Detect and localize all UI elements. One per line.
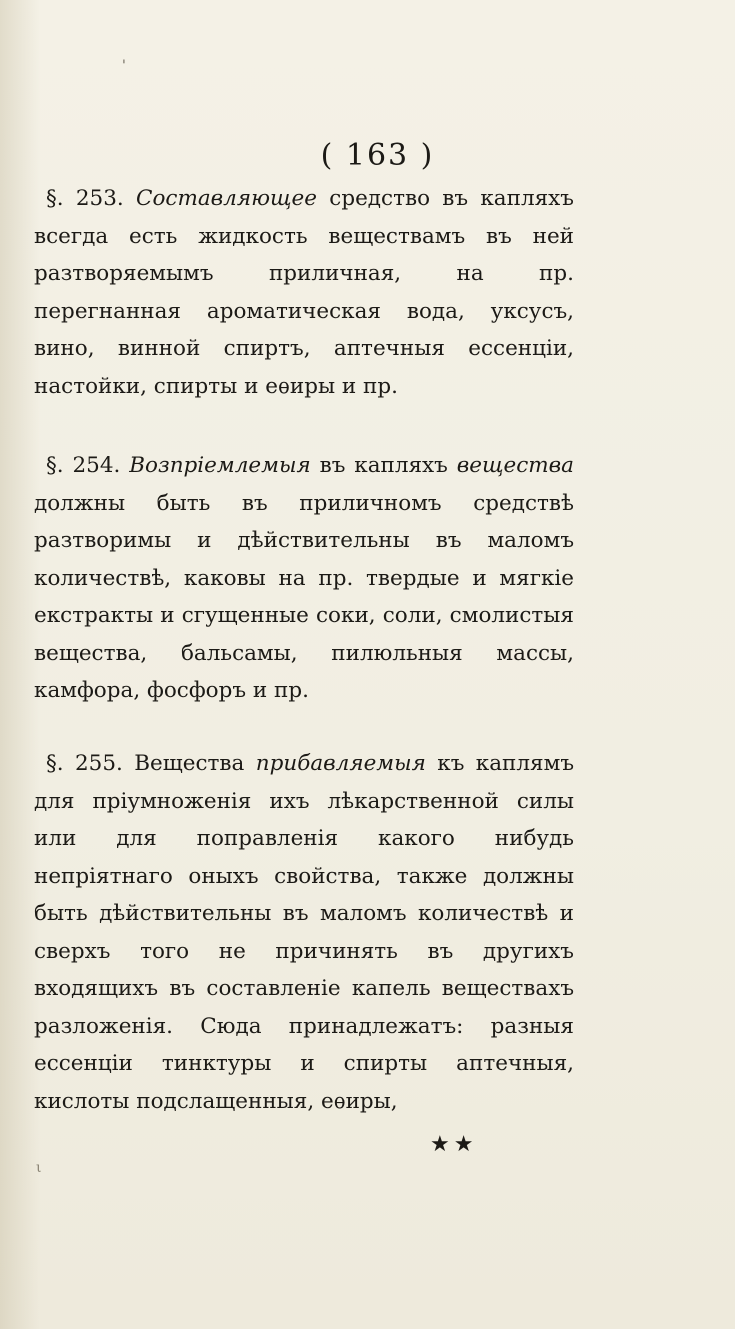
paragraph-text: къ каплямъ для пріумноженія ихъ лѣкарственной силы или для поправленія какого нибудь непріятнаго оныхъ свойства, также должны быть дѣйствительны въ маломъ количествѣ и сверхъ того не причинять въ другихъ входящихъ въ составленіе капель веществахъ разложенія. Сюда принадлежатъ: разныя ессенціи тинктуры и спирты аптечныя, кислоты подслащенныя, еѳиры,: [34, 751, 575, 1114]
ink-speck: ': [122, 58, 126, 74]
emphasized-term-2: вещества: [456, 453, 574, 478]
margin-speck: ι: [36, 1160, 42, 1176]
paragraph-text: въ капляхъ: [310, 453, 457, 478]
paragraph-255: [34, 745, 574, 1120]
paragraph-text: средство въ капляхъ всегда есть жидкость веществамъ въ ней разтворяемымъ приличная, на пр. перегнанная ароматическая вода, уксусъ, вино, винной спиртъ, аптечныя ессенціи, настойки, спирты и еѳиры и пр.: [34, 186, 574, 399]
emphasized-term: Возпріемлемыя: [129, 453, 311, 478]
emphasized-term: Составляющее: [136, 186, 317, 211]
paragraph-254: [34, 447, 574, 710]
paragraph-text: должны быть въ приличномъ средствѣ разтворимы и дѣйствительны въ маломъ количествѣ, каковы на пр. твердые и мягкіе екстракты и сгущенные соки, соли, смолистыя вещества, бальсамы, пилюльныя массы, камфора, фосфоръ и пр.: [34, 490, 574, 703]
section-number: §. 255.: [46, 751, 123, 776]
section-number: §. 253.: [46, 186, 124, 211]
paragraph-text: Вещества: [122, 751, 256, 776]
section-number: §. 254.: [46, 453, 121, 478]
page-number: ( 163 ): [320, 138, 435, 173]
paragraph-253: [34, 180, 574, 405]
emphasized-term: прибавляемыя: [255, 751, 426, 776]
catchword-stars: ★★: [430, 1132, 478, 1157]
